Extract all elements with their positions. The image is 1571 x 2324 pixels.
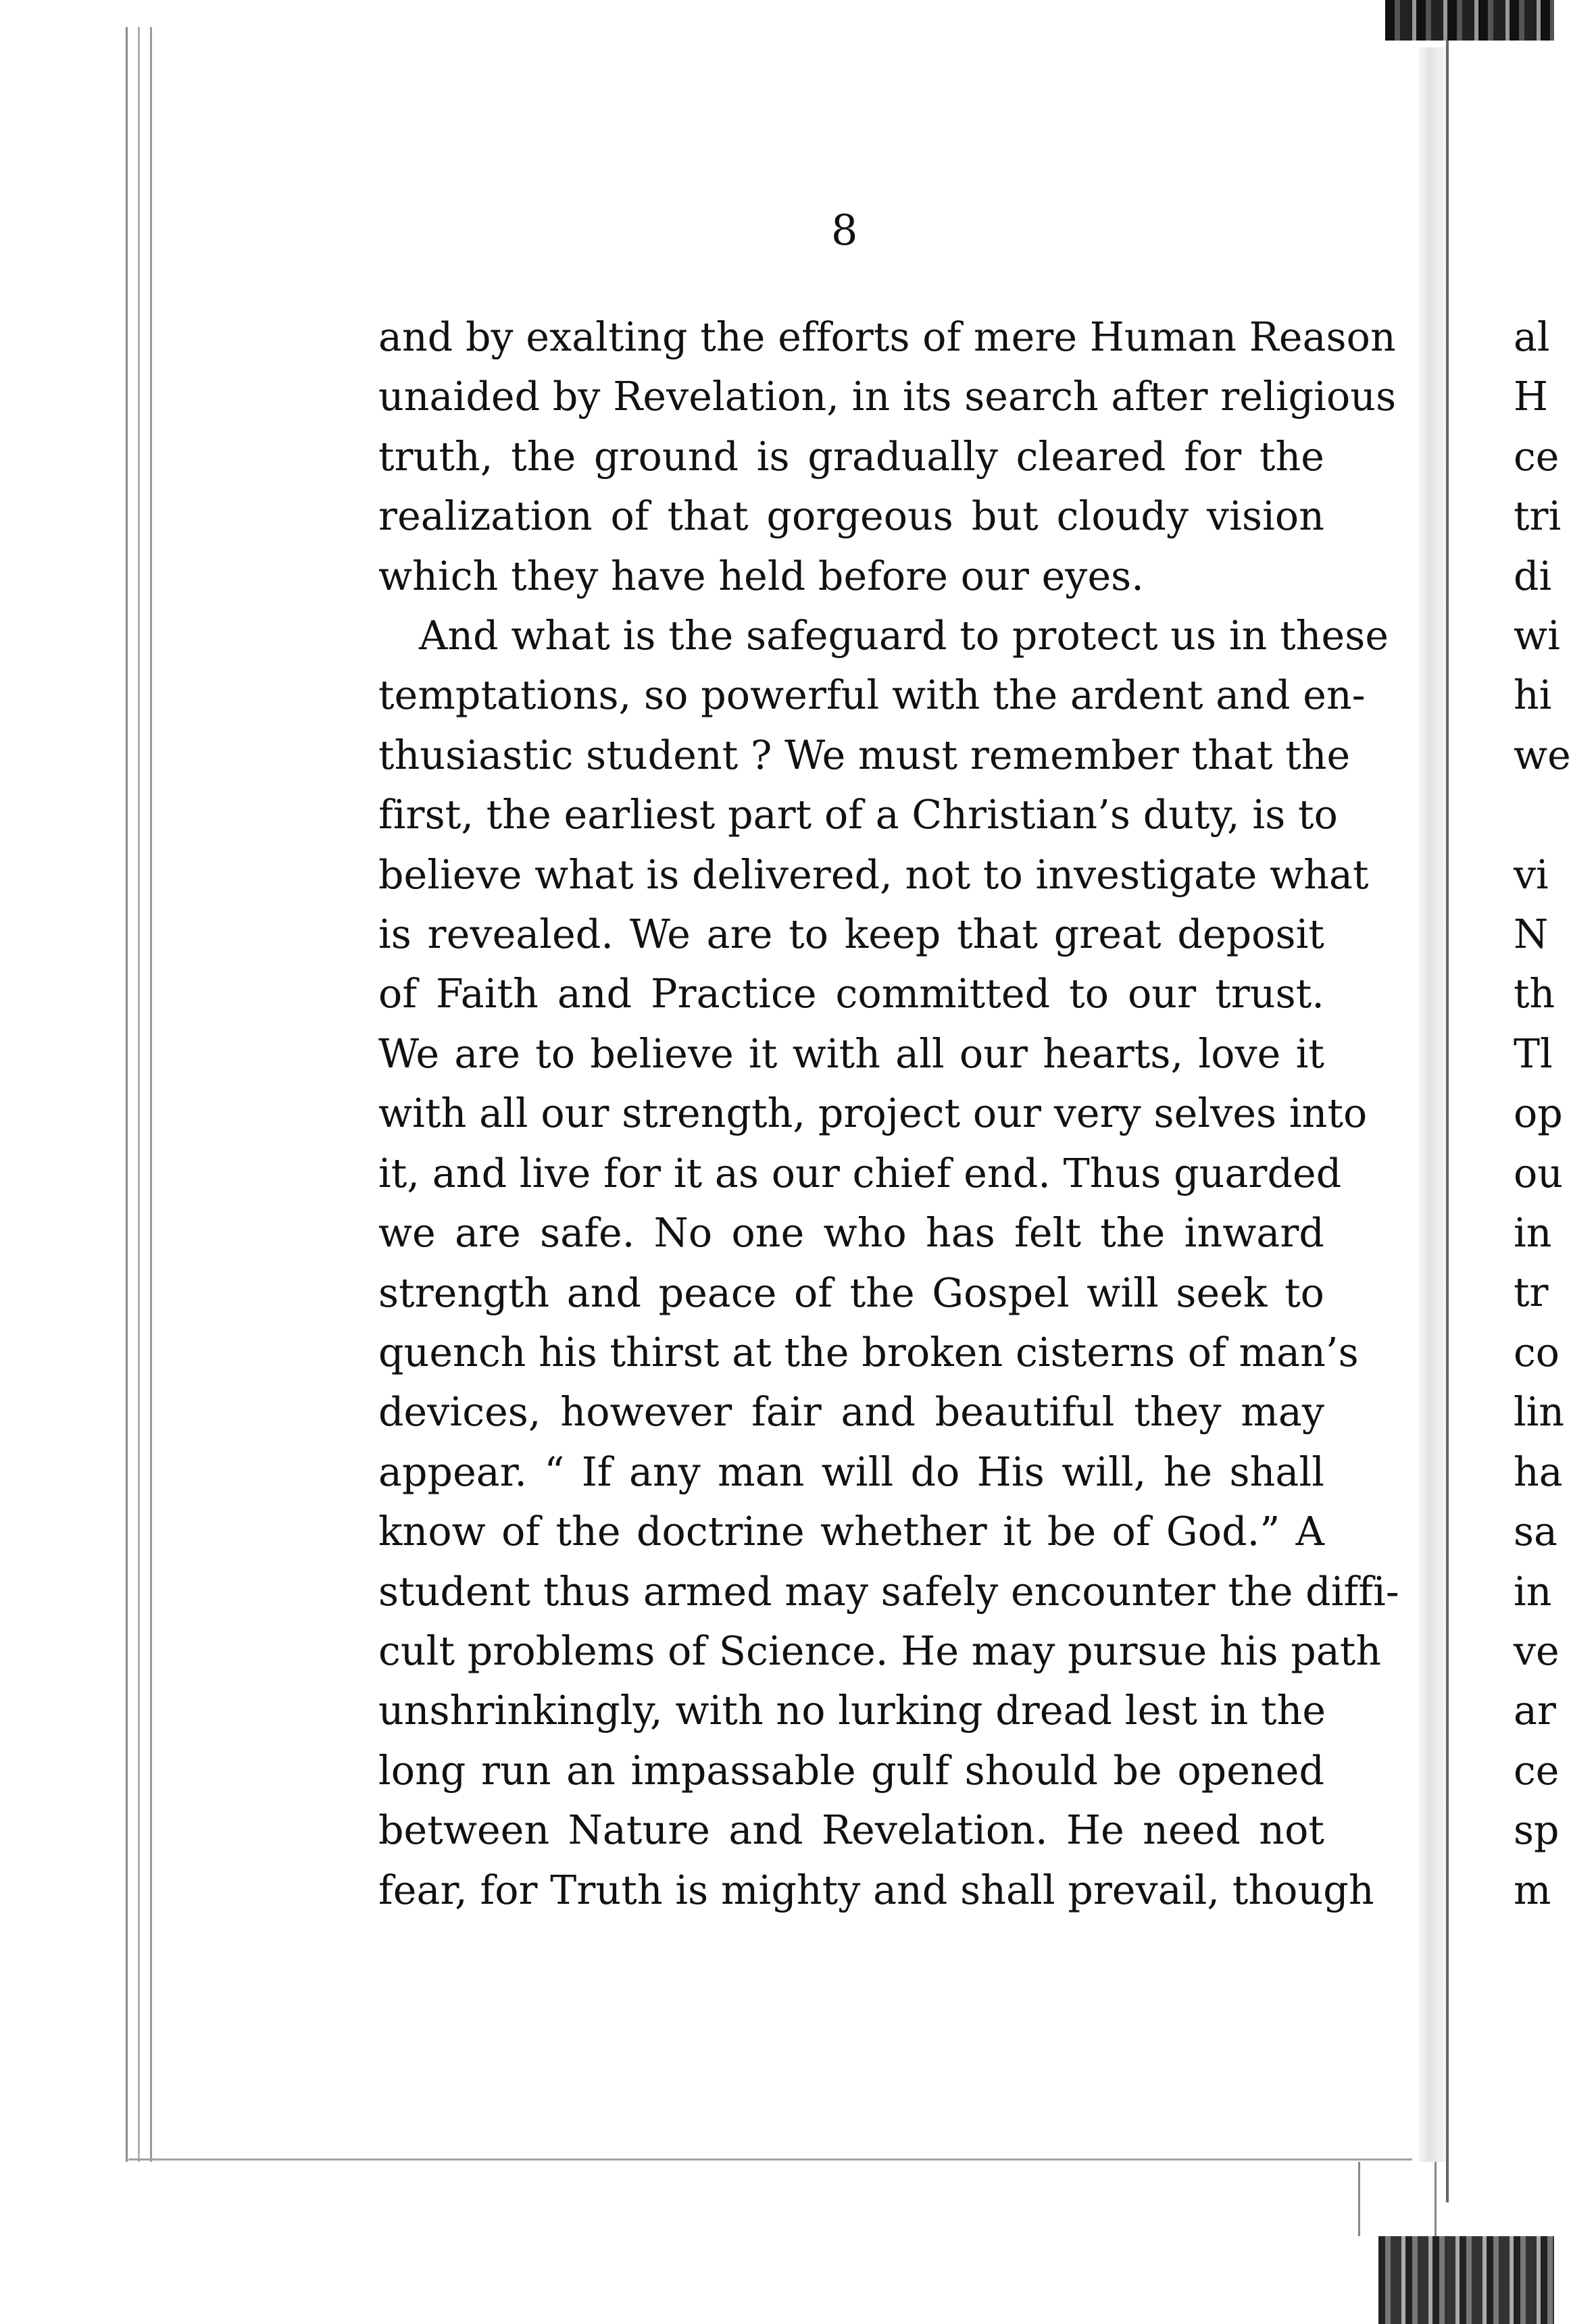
- text-line: quench his thirst at the broken cisterns of man’s: [378, 1329, 1359, 1375]
- text-line: first, the earliest part of a Christian’s duty, is to: [378, 792, 1338, 838]
- scan-edge-bottom: [1378, 2236, 1554, 2324]
- text-line: realization of that gorgeous but cloudy vision: [378, 493, 1324, 540]
- fragment: lin: [1514, 1389, 1565, 1436]
- text-line: know of the doctrine whether it be of God.” A: [378, 1509, 1324, 1555]
- fragment: ou: [1514, 1150, 1563, 1196]
- fragment: N: [1514, 911, 1549, 958]
- text-line: cult problems of Science. He may pursue his path: [378, 1627, 1382, 1674]
- fragment: hi: [1514, 672, 1552, 719]
- text-line: and by exalting the efforts of mere Human Reason: [378, 314, 1396, 360]
- page-border-line: [150, 27, 152, 2162]
- text-line: believe what is delivered, not to investigate what: [378, 851, 1369, 898]
- text-line: unaided by Revelation, in its search after religious: [378, 374, 1397, 420]
- fragment: in: [1514, 1210, 1552, 1257]
- text-line: We are to believe it with all our hearts, love it: [378, 1030, 1324, 1077]
- page-border-line: [126, 27, 128, 2162]
- fragment: di: [1514, 553, 1552, 599]
- paragraph-1: [378, 307, 1397, 606]
- page-number: 8: [831, 205, 858, 255]
- fragment: op: [1514, 1090, 1563, 1137]
- fragment: co: [1514, 1329, 1560, 1375]
- fragment: ve: [1514, 1627, 1560, 1674]
- fragment: vi: [1514, 851, 1549, 898]
- text-line: it, and live for it as our chief end. Thus guarded: [378, 1150, 1342, 1196]
- text-line: is revealed. We are to keep that great deposit: [378, 911, 1324, 958]
- fragment: tri: [1514, 493, 1562, 540]
- fragment: m: [1514, 1867, 1551, 1913]
- fragment: wi: [1514, 613, 1560, 659]
- fragment: we: [1514, 732, 1571, 778]
- fragment-gap: [1514, 785, 1554, 844]
- text-line: temptations, so powerful with the ardent and en-: [378, 672, 1366, 719]
- fragment: sp: [1514, 1807, 1560, 1854]
- text-line: fear, for Truth is mighty and shall prevail, though: [378, 1867, 1374, 1913]
- paragraph-2: [378, 606, 1399, 1920]
- fragment: ar: [1514, 1688, 1556, 1734]
- text-line: appear. “ If any man will do His will, he shall: [378, 1448, 1324, 1495]
- fragment: tr: [1514, 1269, 1549, 1316]
- fragment: in: [1514, 1568, 1552, 1615]
- fragment: ce: [1514, 1747, 1560, 1794]
- scan-edge-top: [1385, 0, 1554, 41]
- text-line: student thus armed may safely encounter the diffi-: [378, 1568, 1399, 1615]
- text-line: long run an impassable gulf should be opened: [378, 1747, 1324, 1794]
- text-line: we are safe. No one who has felt the inward: [378, 1210, 1324, 1257]
- text-line: with all our strength, project our very selves into: [378, 1090, 1368, 1137]
- fragment: sa: [1514, 1509, 1557, 1555]
- text-line: between Nature and Revelation. He need not: [378, 1807, 1324, 1854]
- fragment: ce: [1514, 433, 1560, 480]
- page-tab: [1358, 2162, 1437, 2236]
- page-border-line: [138, 27, 140, 2162]
- text-line: unshrinkingly, with no lurking dread lest in the: [378, 1688, 1326, 1734]
- fragment: Tl: [1514, 1030, 1553, 1077]
- text-line: thusiastic student ? We must remember that the: [378, 732, 1351, 778]
- page-bottom-edge: [128, 2158, 1412, 2161]
- body-text: [378, 307, 1399, 1920]
- text-line: And what is the safeguard to protect us in these: [419, 613, 1389, 659]
- fragment: al: [1514, 314, 1550, 360]
- text-line: of Faith and Practice committed to our trust.: [378, 971, 1324, 1017]
- next-page-fragments: [1514, 307, 1571, 1920]
- fragment: ha: [1514, 1448, 1563, 1495]
- fragment: th: [1514, 971, 1555, 1017]
- page-gutter-line: [1446, 41, 1449, 2202]
- text-line: strength and peace of the Gospel will seek to: [378, 1269, 1324, 1316]
- fragment: H: [1514, 374, 1549, 420]
- text-line: truth, the ground is gradually cleared for the: [378, 433, 1324, 480]
- page-gutter: [1419, 47, 1446, 2162]
- text-line: devices, however fair and beautiful they may: [378, 1389, 1324, 1436]
- text-line: which they have held before our eyes.: [378, 553, 1144, 599]
